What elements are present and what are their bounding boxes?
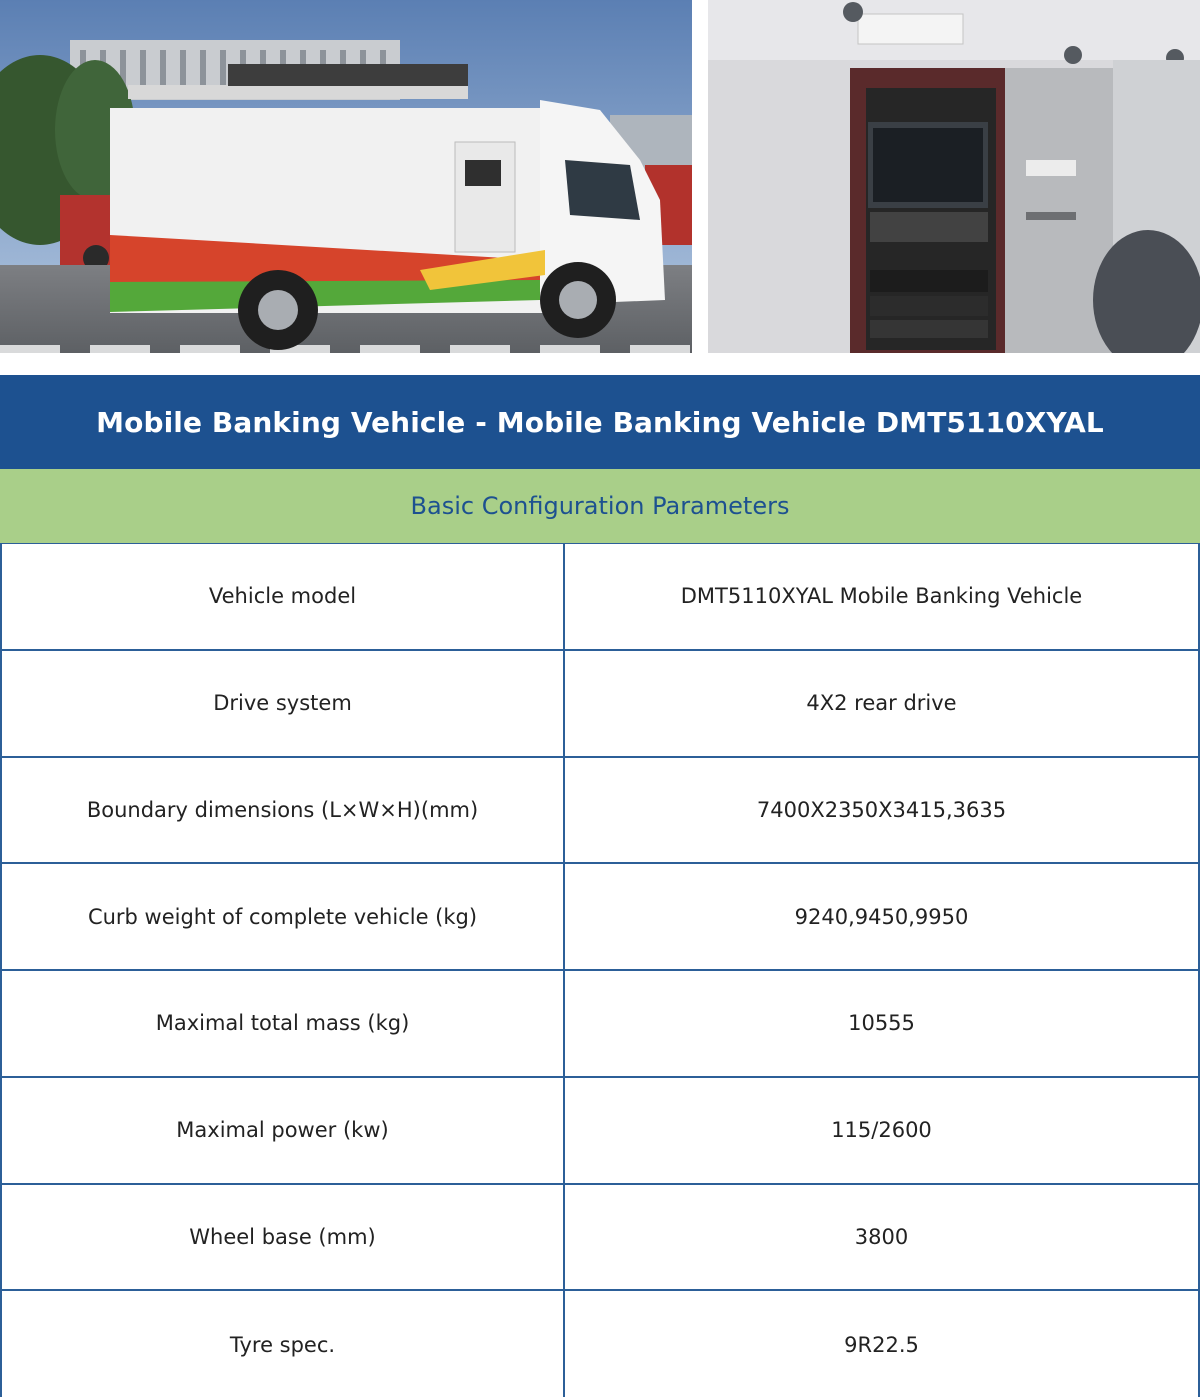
spec-label: Tyre spec. <box>0 1291 565 1397</box>
spec-value: 7400X2350X3415,3635 <box>565 758 1200 863</box>
table-row <box>0 1291 1200 1397</box>
spec-table <box>0 375 1200 1397</box>
spec-label: Curb weight of complete vehicle (kg) <box>0 864 565 969</box>
spec-value: 9R22.5 <box>565 1291 1200 1397</box>
spec-value: 4X2 rear drive <box>565 651 1200 756</box>
spec-label: Maximal power (kw) <box>0 1078 565 1183</box>
spec-value: DMT5110XYAL Mobile Banking Vehicle <box>565 544 1200 649</box>
table-row <box>0 651 1200 758</box>
spec-value: 10555 <box>565 971 1200 1076</box>
vehicle-exterior-photo <box>0 0 692 353</box>
spec-value: 9240,9450,9950 <box>565 864 1200 969</box>
spec-label: Boundary dimensions (L×W×H)(mm) <box>0 758 565 863</box>
table-row <box>0 1078 1200 1185</box>
vehicle-interior-photo <box>708 0 1200 353</box>
spec-label: Wheel base (mm) <box>0 1185 565 1290</box>
spec-label: Maximal total mass (kg) <box>0 971 565 1076</box>
table-row <box>0 1185 1200 1292</box>
spec-value: 115/2600 <box>565 1078 1200 1183</box>
page-title: Mobile Banking Vehicle - Mobile Banking Vehicle DMT5110XYAL <box>0 375 1200 469</box>
table-row <box>0 758 1200 865</box>
table-row <box>0 971 1200 1078</box>
spec-label: Drive system <box>0 651 565 756</box>
spec-label: Vehicle model <box>0 544 565 649</box>
spec-rows <box>0 543 1200 1397</box>
section-subtitle: Basic Configuration Parameters <box>0 469 1200 543</box>
table-row <box>0 864 1200 971</box>
table-row <box>0 544 1200 651</box>
spec-value: 3800 <box>565 1185 1200 1290</box>
